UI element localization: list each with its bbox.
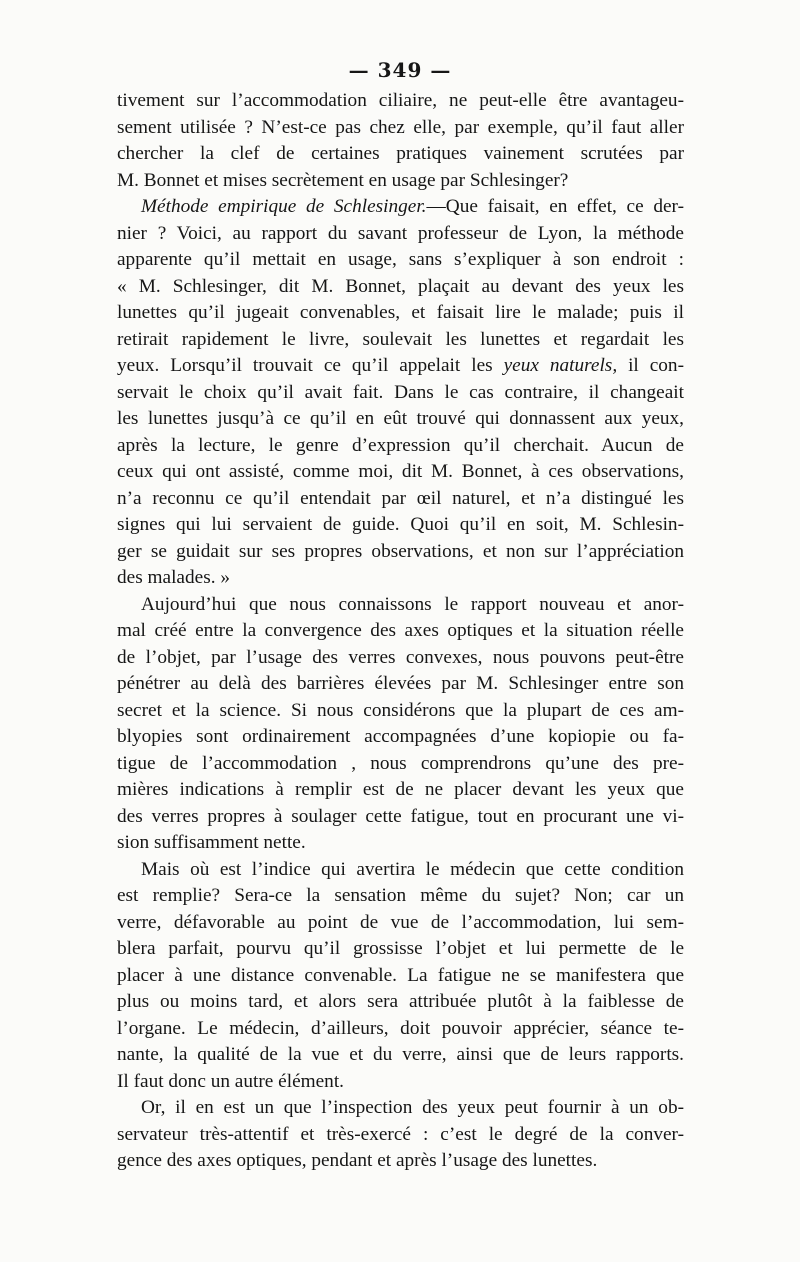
text-line: Or, il en est un que l’inspection des yeux peut fournir à un ob-	[141, 1097, 684, 1118]
text-line: ger se guidait sur ses propres observations, et non sur l’appréciation	[117, 540, 684, 562]
text-line: plus ou moins tard, et alors sera attribuée plutôt à la faiblesse de	[117, 991, 684, 1012]
text-line: des malades. »	[117, 567, 230, 588]
text-line: sion suffisamment nette.	[117, 832, 306, 853]
text-line: mal créé entre la convergence des axes optiques et la situation réelle	[117, 620, 684, 641]
text-line: secret et la science. Si nous considérons que la plupart de ces am-	[117, 699, 684, 721]
text-line: est remplie? Sera-ce la sensation même du sujet? Non; car un	[117, 885, 684, 906]
text-line: gence des axes optiques, pendant et après l’usage des lunettes.	[117, 1150, 598, 1171]
text-line: l’organe. Le médecin, d’ailleurs, doit pouvoir apprécier, séance te-	[117, 1017, 684, 1039]
text-line: apparente qu’il mettait en usage, sans s’expliquer à son endroit :	[117, 249, 684, 270]
text-line: de l’objet, par l’usage des verres convexes, nous pouvons peut-être	[117, 646, 684, 668]
text-line: nier ? Voici, au rapport du savant professeur de Lyon, la méthode	[117, 222, 684, 244]
text-line: Aujourd’hui que nous connaissons le rapport nouveau et anor-	[141, 593, 684, 615]
text-line: retirait rapidement le livre, soulevait les lunettes et regardait les	[117, 328, 684, 350]
text-line: « M. Schlesinger, dit M. Bonnet, plaçait au devant des yeux les	[117, 275, 684, 297]
text-line: chercher la clef de certaines pratiques vainement scrutées par	[117, 143, 684, 164]
text-fragment: il con-	[617, 355, 684, 376]
text-line: ceux qui ont assisté, comme moi, dit M. Bonnet, à ces observations,	[117, 461, 684, 482]
text-line: tigue de l’accommodation , nous comprendrons qu’une des pre-	[117, 752, 684, 774]
text-line: n’a reconnu ce qu’il entendait par œil naturel, et n’a distingué les	[117, 487, 684, 509]
text-line	[117, 353, 684, 380]
text-fragment: —Que faisait, en effet, ce der-	[426, 196, 684, 217]
paragraph	[117, 88, 684, 194]
text-line: les lunettes jusqu’à ce qu’il en eût trouvé qui donnassent aux yeux,	[117, 408, 684, 429]
text-line: sement utilisée ? N’est-ce pas chez elle, par exemple, qu’il faut aller	[117, 116, 684, 138]
text-line: mières indications à remplir est de ne placer devant les yeux que	[117, 779, 684, 800]
text-line: blera parfait, pourvu qu’il grossisse l’objet et lui permette de le	[117, 938, 684, 959]
paragraph	[117, 857, 684, 1096]
text-line	[117, 194, 684, 221]
text-line: verre, défavorable au point de vue de l’accommodation, lui sem-	[117, 911, 684, 933]
paragraph	[117, 1095, 684, 1175]
section-heading: Méthode empirique de Schlesinger.	[141, 196, 427, 217]
text-line: lunettes qu’il jugeait convenables, et faisait lire le malade; puis il	[117, 302, 684, 323]
text-line: Mais où est l’indice qui avertira le médecin que cette condition	[141, 858, 684, 880]
paragraph	[117, 194, 684, 592]
text-line: blyopies sont ordinairement accompagnées d’une kopiopie ou fa-	[117, 726, 684, 747]
body-text	[117, 88, 684, 1175]
text-line: nante, la qualité de la vue et du verre, ainsi que de leurs rapports.	[117, 1044, 684, 1065]
text-fragment: yeux. Lorsqu’il trouvait ce qu’il appelait les	[117, 355, 504, 376]
text-line: Il faut donc un autre élément.	[117, 1070, 344, 1092]
emphasis-text: yeux naturels,	[503, 355, 618, 376]
text-line: servateur très-attentif et très-exercé : c’est le degré de la conver-	[117, 1123, 684, 1145]
paragraph	[117, 592, 684, 857]
text-line: signes qui lui servaient de guide. Quoi qu’il en soit, M. Schlesin-	[117, 514, 684, 535]
text-line: servait le choix qu’il avait fait. Dans le cas contraire, il changeait	[117, 381, 684, 403]
text-line: M. Bonnet et mises secrètement en usage par Schlesinger?	[117, 169, 569, 191]
text-line: après la lecture, le genre d’expression qu’il cherchait. Aucun de	[117, 434, 684, 456]
text-line: des verres propres à soulager cette fatigue, tout en procurant une vi-	[117, 805, 684, 827]
text-line: tivement sur l’accommodation ciliaire, ne peut-elle être avantageu-	[117, 90, 684, 111]
page-number: — 349 —	[348, 58, 452, 82]
text-line: pénétrer au delà des barrières élevées par M. Schlesinger entre son	[117, 673, 684, 694]
text-line: placer à une distance convenable. La fatigue ne se manifestera que	[117, 964, 684, 986]
